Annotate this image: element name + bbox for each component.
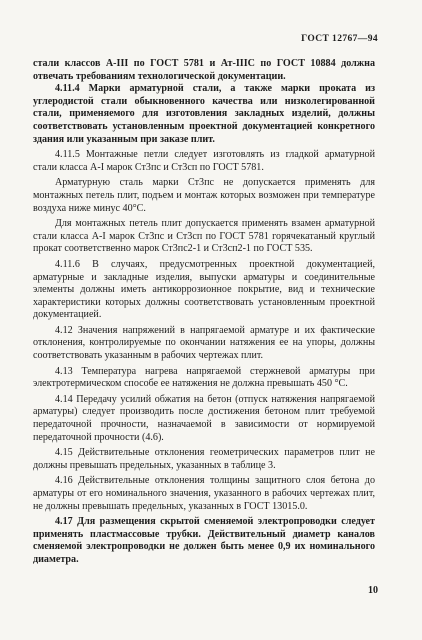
paragraph: 4.14 Передачу усилий обжатия на бетон (отпуск натяжения напрягаемой арматуры) следует производить после достижения бетоном плит требуемой передаточной прочности, назначаемой в зависимости от нормируемой передаточной прочности (4.6). [33, 393, 375, 443]
paragraph: Для монтажных петель плит допускается применять взамен арматурной стали класса А-I марок Ст3пс и Ст3сп по ГОСТ 5781 горячекатаный круглый прокат соответственно марок Ст3пс2-1 и Ст3сп2-1 по ГОСТ 535. [33, 218, 375, 255]
paragraph: 4.11.4 Марки арматурной стали, а также марки проката из углеродистой стали обыкновенного качества или низколегированной стали, применяемого для изготовления закладных изделий, должны соответствовать установленным проектной документацией конкретного здания или указанным при заказе плит. [33, 83, 375, 145]
page-number: 10 [368, 585, 378, 596]
paragraph: Арматурную сталь марки Ст3пс не допускается применять для монтажных петель плит, подъем и монтаж которых возможен при температуре воздуха ниже минус 40°С. [33, 177, 375, 214]
paragraph: 4.15 Действительные отклонения геометрических параметров плит не должны превышать предельных, указанных в таблице 3. [33, 447, 375, 471]
paragraph: стали классов А-III по ГОСТ 5781 и Ат-IIIС по ГОСТ 10884 должна отвечать требованиям технологической документации. [33, 58, 375, 82]
document-body [33, 58, 375, 567]
paragraph: 4.11.5 Монтажные петли следует изготовлять из гладкой арматурной стали класса А-I марок Ст3пс и Ст3сп по ГОСТ 5781. [33, 149, 375, 173]
paragraph: 4.17 Для размещения скрытой сменяемой электропроводки следует применять пластмассовые трубки. Действительный диаметр каналов сменяемой электропроводки не должен быть менее 0,9 их номинального диаметра. [33, 516, 375, 565]
paragraph: 4.16 Действительные отклонения толщины защитного слоя бетона до арматуры от его номинального значения, указанного в рабочих чертежах плит, не должны превышать предельных, указанных в ГОСТ 13015.0. [33, 475, 375, 512]
paragraph: 4.11.6 В случаях, предусмотренных проектной документацией, арматурные и закладные изделия, выпуски арматуры и соединительные элементы должны иметь антикоррозионное покрытие, вид и технические характеристики которых должны соответствовать установленным проектной документацией. [33, 258, 375, 321]
page-header-standard: ГОСТ 12767—94 [301, 34, 378, 44]
paragraph: 4.13 Температура нагрева напрягаемой стержневой арматуры при электротермическом способе ее натяжения не должна превышать 450 °С. [33, 365, 375, 390]
paragraph: 4.12 Значения напряжений в напрягаемой арматуре и их фактические отклонения, контролируемые по окончании натяжения ее на упоры, должны соответствовать указанным в рабочих чертежах плит. [33, 324, 375, 362]
